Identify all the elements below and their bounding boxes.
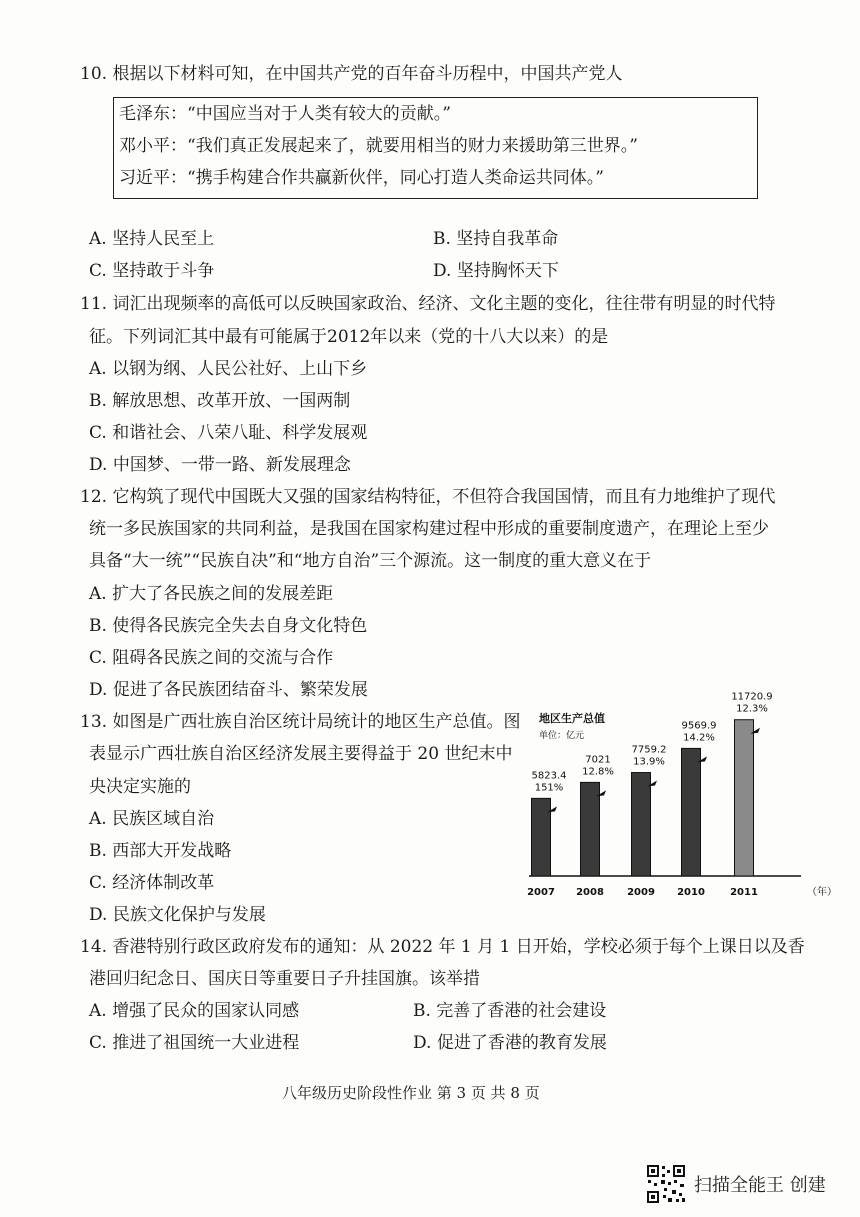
q14-stem-line-2: 港回归纪念日、国庆日等重要日子升挂国旗。该举措	[89, 969, 480, 989]
q14-stem-line-1: 14. 香港特别行政区政府发布的通知：从 2022 年 1 月 1 日开始，学校必须于每个上课日以及香	[80, 937, 805, 957]
value-label-2007: 5823.4	[531, 770, 567, 782]
q13-option-c: C. 经济体制改革	[89, 873, 215, 893]
q11-option-b: B. 解放思想、改革开放、一国两制	[89, 391, 351, 411]
q13-stem-line-2: 表显示广西壮族自治区经济发展主要得益于 20 世纪末中	[89, 744, 513, 764]
qr-code-icon	[646, 1164, 686, 1204]
q12-option-c: C. 阻碍各民族之间的交流与合作	[89, 648, 334, 668]
scanner-watermark	[646, 1164, 826, 1204]
value-label-2011: 11720.9	[731, 691, 773, 703]
quote-deng: 邓小平：“我们真正发展起来了，就要用相当的财力来援助第三世界。”	[119, 136, 638, 156]
growth-label-2011: 12.3%	[736, 703, 768, 715]
q11-option-d: D. 中国梦、一带一路、新发展理念	[89, 455, 351, 475]
q12-option-b: B. 使得各民族完全失去自身文化特色	[89, 616, 368, 636]
q13-stem-line-3: 央决定实施的	[89, 777, 191, 797]
x-tick-2007: 2007	[527, 887, 555, 898]
q10-option-c: C. 坚持敢于斗争	[89, 261, 215, 281]
bar-2010	[682, 748, 701, 876]
x-tick-2010: 2010	[677, 887, 705, 898]
x-tick-2011: 2011	[730, 887, 758, 898]
value-label-2010: 9569.9	[681, 720, 717, 732]
bar-2009	[632, 773, 651, 876]
q10-stem: 10. 根据以下材料可知，在中国共产党的百年奋斗历程中，中国共产党人	[80, 64, 623, 84]
q11-stem-line-2: 征。下列词汇其中最有可能属于2012年以来（党的十八大以来）的是	[89, 327, 609, 347]
q13-stem-line-1: 13. 如图是广西壮族自治区统计局统计的地区生产总值。图	[80, 712, 521, 732]
q12-stem-line-2: 统一多民族国家的共同利益，是我国在国家构建过程中形成的重要制度遗产，在理论上至少	[89, 519, 769, 539]
growth-label-2010: 14.2%	[683, 732, 715, 744]
quote-xi: 习近平：“携手构建合作共赢新伙伴，同心打造人类命运共同体。”	[119, 168, 604, 188]
q11-option-a: A. 以钢为纲、人民公社好、上山下乡	[89, 359, 368, 379]
q11-option-c: C. 和谐社会、八荣八耻、科学发展观	[89, 423, 368, 443]
growth-label-2009: 13.9%	[633, 756, 665, 768]
q10-option-a: A. 坚持人民至上	[89, 229, 215, 249]
q11-stem-line-1: 11. 词汇出现频率的高低可以反映国家政治、经济、文化主题的变化，往往带有明显的时代特	[80, 294, 776, 314]
chart-unit-label: 单位：亿元	[539, 731, 585, 741]
bar-2007	[532, 798, 551, 876]
value-label-2009: 7759.2	[631, 744, 667, 756]
q14-option-a: A. 增强了民众的国家认同感	[89, 1001, 300, 1021]
q14-option-b: B. 完善了香港的社会建设	[413, 1001, 607, 1021]
x-unit-label: （年）	[807, 887, 837, 898]
q14-option-d: D. 促进了香港的教育发展	[413, 1033, 607, 1053]
q12-option-d: D. 促进了各民族团结奋斗、繁荣发展	[89, 680, 368, 700]
growth-label-2008: 12.8%	[582, 766, 614, 778]
q10-option-d: D. 坚持胸怀天下	[433, 261, 559, 281]
value-label-2008: 7021	[585, 754, 611, 766]
growth-label-2007: 151%	[534, 782, 564, 794]
watermark-label: 扫描全能王 创建	[694, 1175, 826, 1196]
q13-option-d: D. 民族文化保护与发展	[89, 905, 266, 925]
q12-option-a: A. 扩大了各民族之间的发展差距	[89, 584, 334, 604]
page-footer: 八年级历史阶段性作业 第 3 页 共 8 页	[282, 1084, 540, 1102]
q13-option-b: B. 西部大开发战略	[89, 841, 232, 861]
q10-quote-box	[113, 97, 758, 199]
q12-stem-line-3: 具备“大一统”“民族自决”和“地方自治”三个源流。这一制度的重大意义在于	[89, 551, 652, 571]
q13-option-a: A. 民族区域自治	[89, 809, 215, 829]
quote-mao: 毛泽东：“中国应当对于人类有较大的贡献。”	[119, 104, 451, 124]
q14-option-c: C. 推进了祖国统一大业进程	[89, 1033, 300, 1053]
bar-2011	[735, 720, 754, 876]
x-tick-2009: 2009	[627, 887, 655, 898]
bar-2008	[581, 782, 600, 876]
x-tick-2008: 2008	[576, 887, 604, 898]
q10-option-b: B. 坚持自我革命	[433, 229, 559, 249]
chart-title: 地区生产总值	[539, 712, 605, 725]
gdp-bar-chart	[525, 691, 855, 901]
q12-stem-line-1: 12. 它构筑了现代中国既大又强的国家结构特征，不但符合我国国情，而且有力地维护了现代	[80, 487, 776, 507]
